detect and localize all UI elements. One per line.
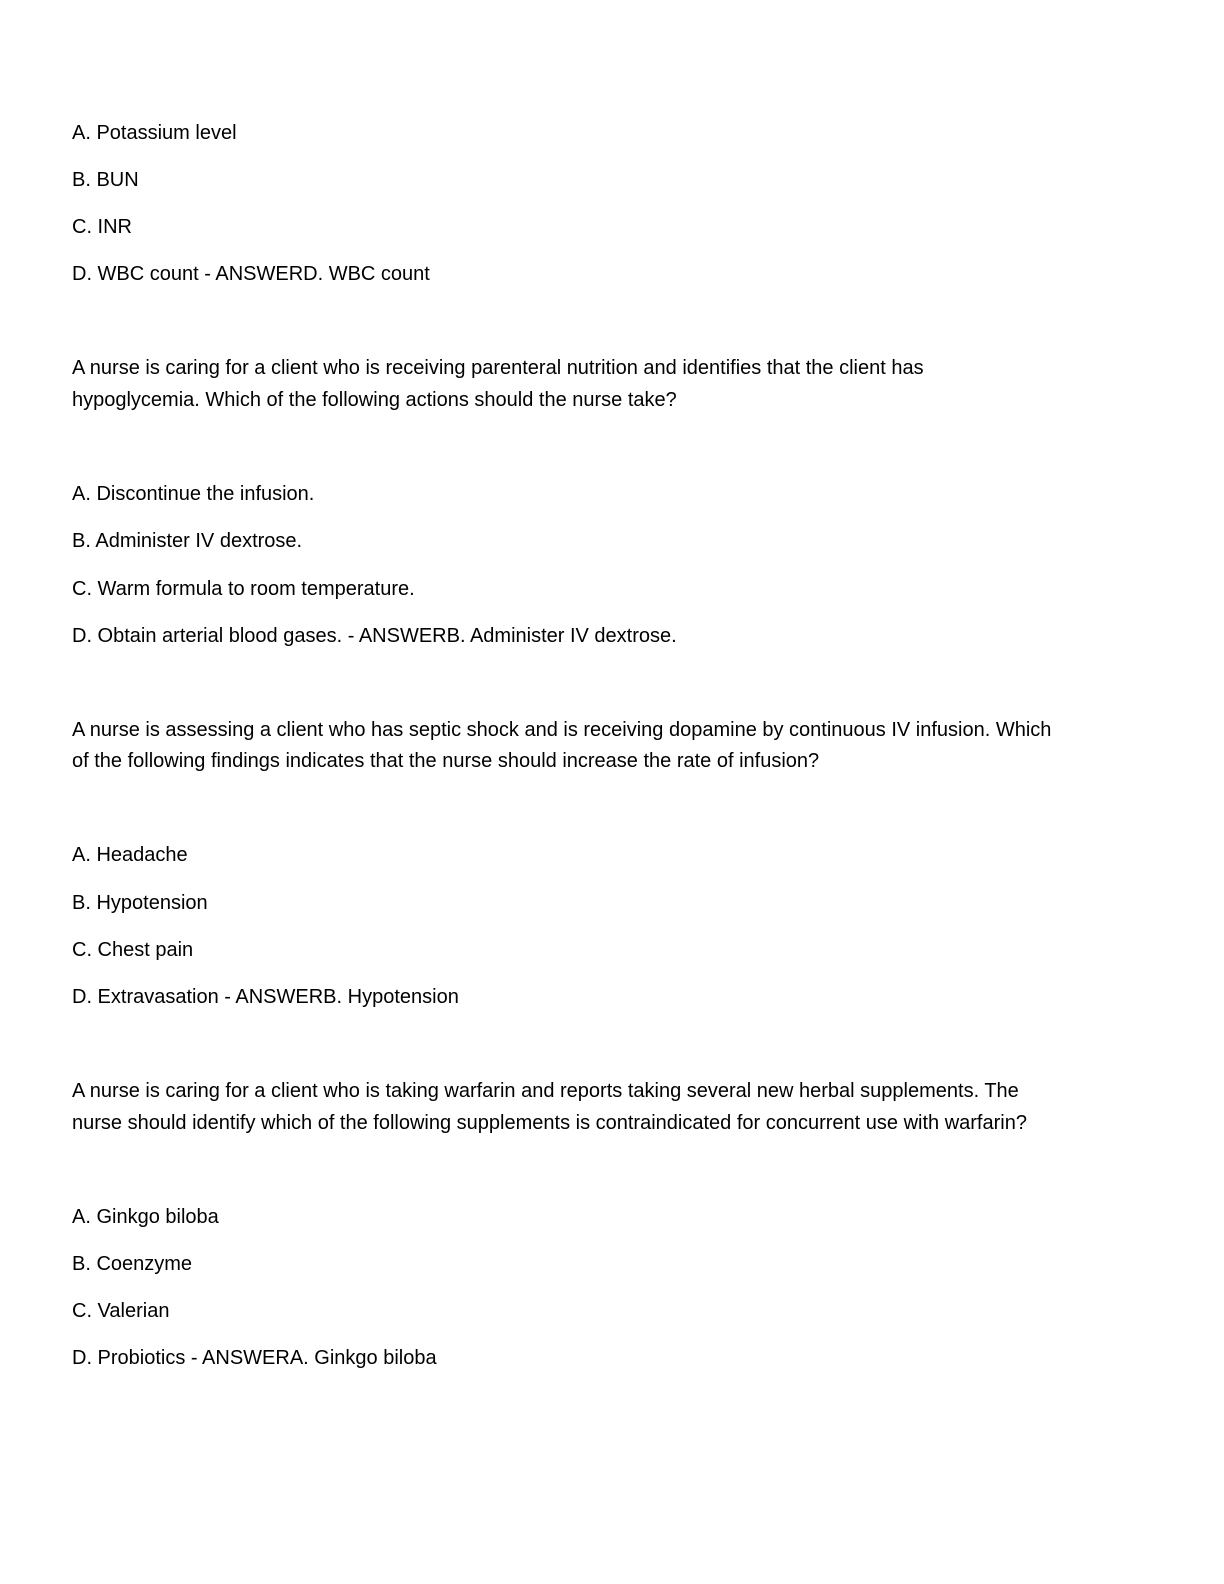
q0-option-c: C. INR	[72, 216, 132, 238]
q3-question-line-2: nurse should identify which of the following supplements is contraindicated for concurrent use with warfarin?	[72, 1112, 1027, 1134]
q1-question-line-2: hypoglycemia. Which of the following actions should the nurse take?	[72, 389, 677, 411]
q3-option-d-answer: D. Probiotics - ANSWERA. Ginkgo biloba	[72, 1347, 437, 1369]
q1-question-line-1: A nurse is caring for a client who is receiving parenteral nutrition and identifies that the client has	[72, 357, 924, 379]
q3-option-a: A. Ginkgo biloba	[72, 1206, 219, 1228]
q1-option-d-answer: D. Obtain arterial blood gases. - ANSWERB. Administer IV dextrose.	[72, 625, 677, 647]
q2-option-b: B. Hypotension	[72, 892, 208, 914]
q2-option-c: C. Chest pain	[72, 939, 194, 961]
q3-option-c: C. Valerian	[72, 1300, 170, 1322]
q1-option-a: A. Discontinue the infusion.	[72, 483, 315, 505]
q2-option-a: A. Headache	[72, 844, 188, 866]
q0-option-a: A. Potassium level	[72, 122, 237, 144]
q3-question-line-1: A nurse is caring for a client who is taking warfarin and reports taking several new herbal supplements. The	[72, 1080, 1019, 1102]
q1-option-b: B. Administer IV dextrose.	[72, 530, 303, 552]
q2-question-line-2: of the following findings indicates that the nurse should increase the rate of infusion?	[72, 750, 820, 772]
q2-option-d-answer: D. Extravasation - ANSWERB. Hypotension	[72, 986, 459, 1008]
q1-option-c: C. Warm formula to room temperature.	[72, 578, 415, 600]
q0-option-b: B. BUN	[72, 169, 139, 191]
q3-option-b: B. Coenzyme	[72, 1253, 193, 1275]
q2-question-line-1: A nurse is assessing a client who has septic shock and is receiving dopamine by continuous IV infusion. Which	[72, 719, 1052, 741]
q0-option-d-answer: D. WBC count - ANSWERD. WBC count	[72, 263, 430, 285]
